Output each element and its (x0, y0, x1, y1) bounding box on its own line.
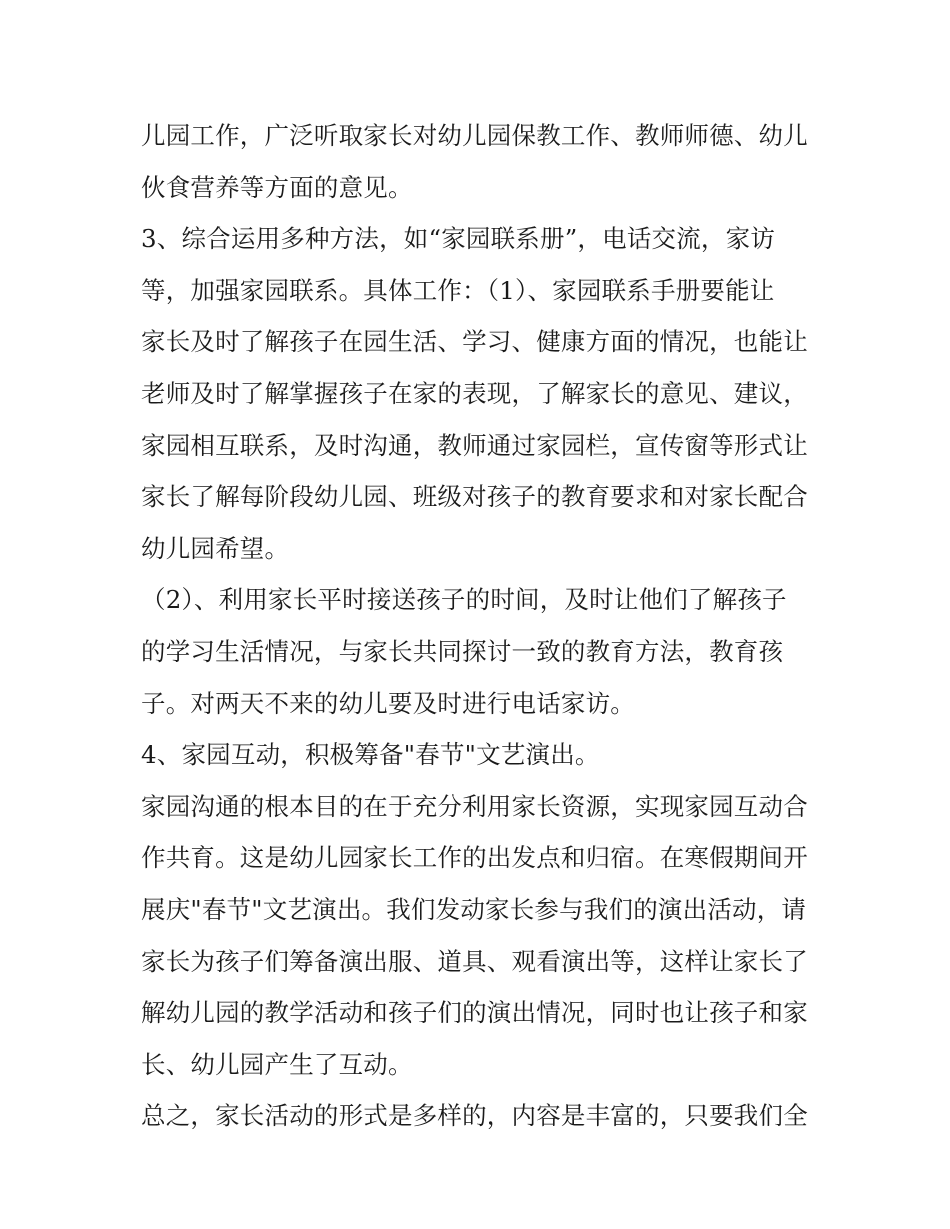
text-line: 长、幼儿园产生了互动。 (141, 1049, 413, 1079)
document-body (141, 110, 821, 1142)
text-line: 4、家园互动，积极筹备"春节"文艺演出。 (141, 740, 600, 770)
text-line: 儿园工作，广泛听取家长对幼儿园保教工作、教师师德、幼儿 (141, 121, 808, 150)
text-line: 家园相互联系，及时沟通，教师通过家园栏，宣传窗等形式让 (141, 430, 808, 460)
text-line: 家长了解每阶段幼儿园、班级对孩子的教育要求和对家长配合 (141, 482, 808, 512)
text-line: 展庆"春节"文艺演出。我们发动家长参与我们的演出活动，请 (141, 894, 807, 924)
text-line: 3、综合运用多种方法，如“家园联系册”，电话交流，家访 (141, 224, 776, 254)
text-line: 解幼儿园的教学活动和孩子们的演出情况，同时也让孩子和家 (141, 998, 808, 1028)
text-line: 总之，家长活动的形式是多样的，内容是丰富的，只要我们全 (141, 1101, 808, 1131)
text-line: 家园沟通的根本目的在于充分利用家长资源，实现家园互动合 (141, 791, 808, 821)
text-line: 的学习生活情况，与家长共同探讨一致的教育方法，教育孩 (141, 636, 784, 666)
text-line: 幼儿园希望。 (141, 533, 290, 563)
text-line: 等，加强家园联系。具体工作：（1）、家园联系手册要能让 (141, 275, 775, 305)
text-line: 子。对两天不来的幼儿要及时进行电话家访。 (141, 688, 635, 718)
text-line: 老师及时了解掌握孩子在家的表现，了解家长的意见、建议， (141, 378, 808, 408)
text-line: （2）、利用家长平时接送孩子的时间，及时让他们了解孩子 (141, 585, 787, 615)
text-line: 伙食营养等方面的意见。 (141, 172, 413, 202)
text-line: 作共育。这是幼儿园家长工作的出发点和归宿。在寒假期间开 (141, 843, 808, 873)
text-line: 家长为孩子们筹备演出服、道具、观看演出等，这样让家长了 (141, 946, 808, 976)
text-line: 家长及时了解孩子在园生活、学习、健康方面的情况，也能让 (141, 327, 808, 357)
